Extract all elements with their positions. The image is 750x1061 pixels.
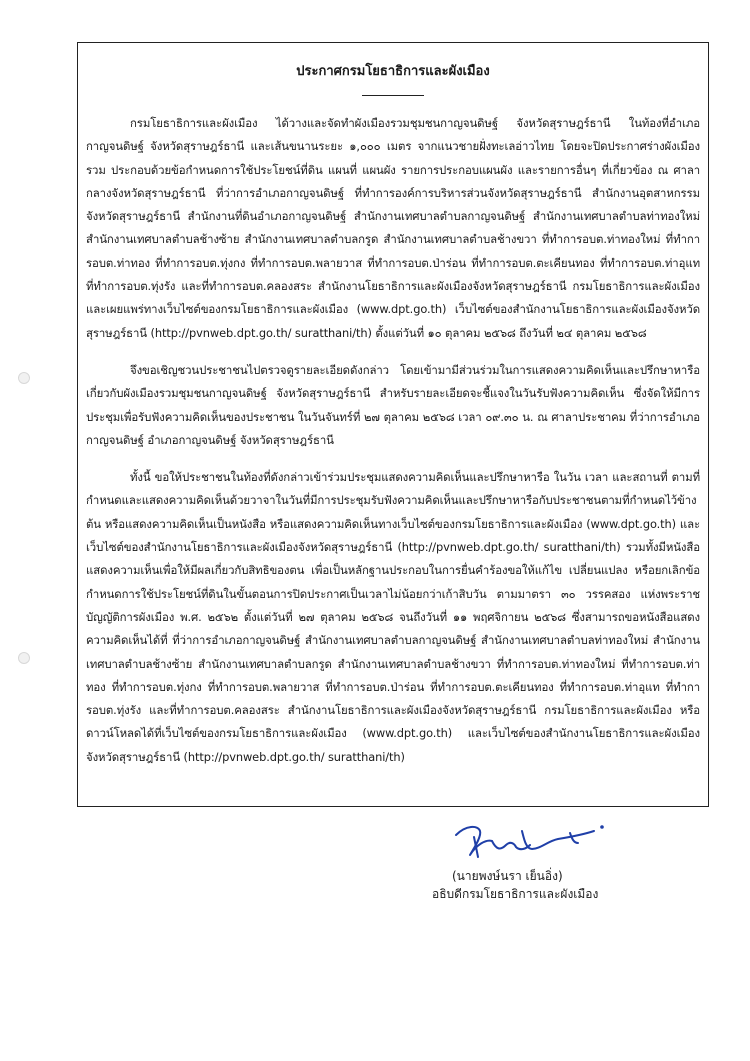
paragraph-1: กรมโยธาธิการและผังเมือง ได้วางและจัดทำผังเมืองรวมชุมชนกาญจนดิษฐ์ จังหวัดสุราษฎร์ธานี ในท้องที่อำเภอกาญจนดิษฐ์ จังหวัดสุราษฎร์ธานี และเส้นขนานระยะ ๑,๐๐๐ เมตร จากแนวชายฝั่งทะเลอ่าวไทย โดยจะปิดประกาศร่างผังเมืองรวม ประกอบด้วยข้อกำหนดการใช้ประโยชน์ที่ดิน แผนที่ แผนผัง รายการประกอบแผนผัง และรายการอื่นๆ ที่เกี่ยวข้อง ณ ศาลากลางจังหวัดสุราษฎร์ธานี ที่ว่าการอำเภอกาญจนดิษฐ์ ที่ทำการองค์การบริหารส่วนจังหวัดสุราษฎร์ธานี สำนักงานอุตสาหกรรมจังหวัดสุราษฎร์ธานี สำนักงานที่ดินอำเภอกาญจนดิษฐ์ สำนักงานเทศบาลตำบลกาญจนดิษฐ์ สำนักงานเทศบาลตำบลท่าทองใหม่ สำนักงานเทศบาลตำบลช้างซ้าย สำนักงานเทศบาลตำบลกรูด สำนักงานเทศบาลตำบลช้างขวา ที่ทำการอบต.ท่าทองใหม่ ที่ทำการอบต.ท่าทอง ที่ทำการอบต.ทุ่งกง ที่ทำการอบต.พลายวาส ที่ทำการอบต.ป่าร่อน ที่ทำการอบต.ตะเคียนทอง ที่ทำการอบต.ท่าอุแท ที่ทำการอบต.ทุ่งรัง และที่ทำการอบต.คลองสระ สำนักงานโยธาธิการและผังเมืองจังหวัดสุราษฎร์ธานี กรมโยธาธิการและผังเมือง และเผยแพร่ทางเว็บไซต์ของกรมโยธาธิการและผังเมือง (www.dpt.go.th) เว็บไซต์ของสำนักงานโยธาธิการและผังเมืองจังหวัดสุราษฎร์ธานี (http://pvnweb.dpt.go.th/ suratthani/th) ตั้งแต่วันที่ ๑๐ ตุลาคม ๒๕๖๘ ถึงวันที่ ๒๔ ตุลาคม ๒๕๖๘ xyxy=(86,116,700,340)
handwritten-signature xyxy=(452,815,612,865)
punch-hole-top xyxy=(18,372,30,384)
punch-hole-bottom xyxy=(18,652,30,664)
title-underline xyxy=(362,95,424,96)
paragraph-3: ทั้งนี้ ขอให้ประชาชนในท้องที่ดังกล่าวเข้าร่วมประชุมแสดงความคิดเห็นและปรึกษาหารือ ในวัน เวลา และสถานที่ ตามที่กำหนดและแสดงความคิดเห็นด้วยวาจาในวันที่มีการประชุมรับฟังความคิดเห็นและปรึกษาหารือกับประชาชนตามที่กำหนดไว้ข้างต้น หรือแสดงความคิดเห็นเป็นหนังสือ หรือแสดงความคิดเห็นทางเว็บไซต์ของกรมโยธาธิการและผังเมือง (www.dpt.go.th) และเว็บไซต์ของสำนักงานโยธาธิการและผังเมืองจังหวัดสุราษฎร์ธานี (http://pvnweb.dpt.go.th/ suratthani/th) รวมทั้งมีหนังสือแสดงความเห็นเพื่อให้มีผลเกี่ยวกับสิทธิของตน เพื่อเป็นหลักฐานประกอบในการยื่นคำร้องขอให้แก้ไข เปลี่ยนแปลง หรือยกเลิกข้อกำหนดการใช้ประโยชน์ที่ดินในขั้นตอนการปิดประกาศเป็นเวลาไม่น้อยกว่าเก้าสิบวัน ตามมาตรา ๓๐ วรรคสอง แห่งพระราชบัญญัติการผังเมือง พ.ศ. ๒๕๖๒ ตั้งแต่วันที่ ๒๗ ตุลาคม ๒๕๖๘ จนถึงวันที่ ๑๑ พฤศจิกายน ๒๕๖๘ ซึ่งสามารถขอหนังสือแสดงความคิดเห็นได้ที่ ที่ว่าการอำเภอกาญจนดิษฐ์ สำนักงานเทศบาลตำบลกาญจนดิษฐ์ สำนักงานเทศบาลตำบลท่าทองใหม่ สำนักงานเทศบาลตำบลช้างซ้าย สำนักงานเทศบาลตำบลกรูด สำนักงานเทศบาลตำบลช้างขวา ที่ทำการอบต.ท่าทองใหม่ ที่ทำการอบต.ท่าทอง ที่ทำการอบต.ทุ่งกง ที่ทำการอบต.พลายวาส ที่ทำการอบต.ป่าร่อน ที่ทำการอบต.ตะเคียนทอง ที่ทำการอบต.ท่าอุแท ที่ทำการอบต.ทุ่งรัง และที่ทำการอบต.คลองสระ สำนักงานโยธาธิการและผังเมืองจังหวัดสุราษฎร์ธานี กรมโยธาธิการและผังเมือง หรือดาวน์โหลดได้ที่เว็บไซต์ของกรมโยธาธิการและผังเมือง (www.dpt.go.th) และเว็บไซต์ของสำนักงานโยธาธิการและผังเมืองจังหวัดสุราษฎร์ธานี (http://pvnweb.dpt.go.th/ suratthani/th) xyxy=(86,470,700,764)
announcement-frame xyxy=(77,42,709,807)
signer-name: (นายพงษ์นรา เย็นอิ่ง) xyxy=(452,869,563,883)
signer-position: อธิบดีกรมโยธาธิการและผังเมือง xyxy=(432,887,599,901)
announcement-title: ประกาศกรมโยธาธิการและผังเมือง xyxy=(296,64,490,79)
paragraph-2: จึงขอเชิญชวนประชาชนไปตรวจดูรายละเอียดดังกล่าว โดยเข้ามามีส่วนร่วมในการแสดงความคิดเห็นและปรึกษาหารือเกี่ยวกับผังเมืองรวมชุมชนกาญจนดิษฐ์ จังหวัดสุราษฎร์ธานี สำหรับรายละเอียดจะชี้แจงในวันรับฟังความคิดเห็น ซึ่งจัดให้มีการประชุมเพื่อรับฟังความคิดเห็นของประชาชน ในวันจันทร์ที่ ๒๗ ตุลาคม ๒๕๖๘ เวลา ๐๙.๓๐ น. ณ ศาลาประชาคม ที่ว่าการอำเภอกาญจนดิษฐ์ อำเภอกาญจนดิษฐ์ จังหวัดสุราษฎร์ธานี xyxy=(86,362,700,447)
